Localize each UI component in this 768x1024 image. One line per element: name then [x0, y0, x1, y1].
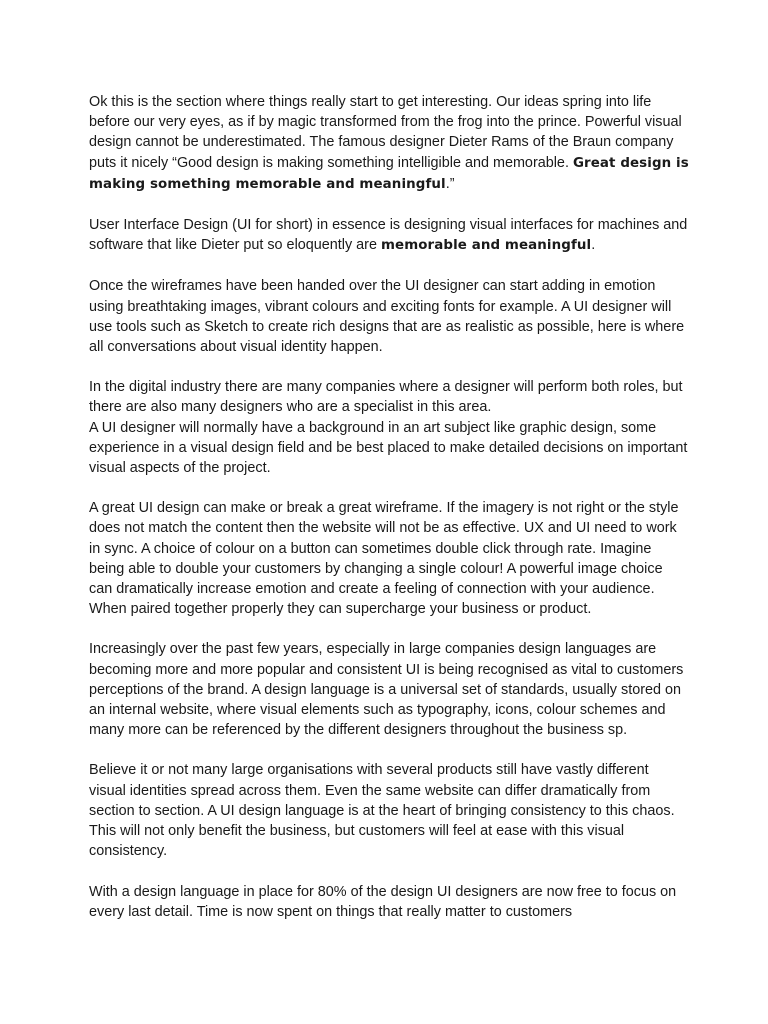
paragraph-wireframes: Once the wireframes have been handed over the UI designer can start adding in emotion using breathtaking images, vibrant colours and exciting fonts for example. A UI designer will use tools such as Sketch to create rich designs that are as realistic as possible, here is where all conversations about visual identity happen.: [89, 278, 685, 356]
paragraph-great-ui: A great UI design can make or break a great wireframe. If the imagery is not right or the style does not match the content then the website will not be as effective. UX and UI need to work in sync. A choice of colour on a button can sometimes double click through rate. Imagine being able to double your customers by changing a single colour! A powerful image choice can dramatically increase emotion and create a feeling of connection with your audience. When paired together properly they can supercharge your business or product.: [89, 500, 679, 618]
paragraph-intro-text: Ok this is the section where things really start to get interesting. Our ideas spring into life before our very eyes, as if by magic transformed from the frog into the prince. Powerful visual design cannot be underestimated. The famous designer Dieter Rams of the Braun company puts it nicely “Good design is making something intelligible and memorable.: [89, 94, 682, 171]
document-page: [89, 92, 689, 922]
paragraph-intro: [89, 92, 689, 195]
paragraph-industry: In the digital industry there are many companies where a designer will perform both roles, but there are also many designers who are a specialist in this area.: [89, 379, 683, 416]
paragraph-intro-end: .”: [445, 175, 455, 192]
paragraph-intro-bold: Great design is making something memorable and meaningful: [89, 155, 689, 192]
paragraph-organisations: Believe it or not many large organisations with several products still have vastly different visual identities spread across them. Even the same website can differ dramatically from section to section. A UI design language is at the heart of bringing consistency to this chaos. This will not only benefit the business, but customers will feel at ease with this visual consistency.: [89, 762, 675, 860]
paragraph-background: A UI designer will normally have a background in an art subject like graphic design, some experience in a visual design field and be best placed to make detailed decisions on important visual aspects of the project.: [89, 419, 688, 477]
paragraph-ui-definition: [89, 215, 689, 256]
paragraph-focus: With a design language in place for 80% of the design UI designers are now free to focus on every last detail. Time is now spent on things that really matter to customers: [89, 883, 677, 920]
paragraph-ui-definition-text: User Interface Design (UI for short) in essence is designing visual interfaces for machines and software that like Dieter put so eloquently are: [89, 217, 688, 254]
paragraph-ui-definition-end: .: [591, 237, 596, 254]
paragraph-ui-definition-bold: memorable and meaningful: [380, 238, 592, 254]
paragraph-design-languages: Increasingly over the past few years, especially in large companies design languages are becoming more and more popular and consistent UI is being recognised as vital to customers perceptions of the brand. A design language is a universal set of standards, usually stored on an internal website, where visual elements such as typography, icons, colour schemes and many more can be referenced by the different designers throughout the business sp.: [89, 641, 684, 739]
